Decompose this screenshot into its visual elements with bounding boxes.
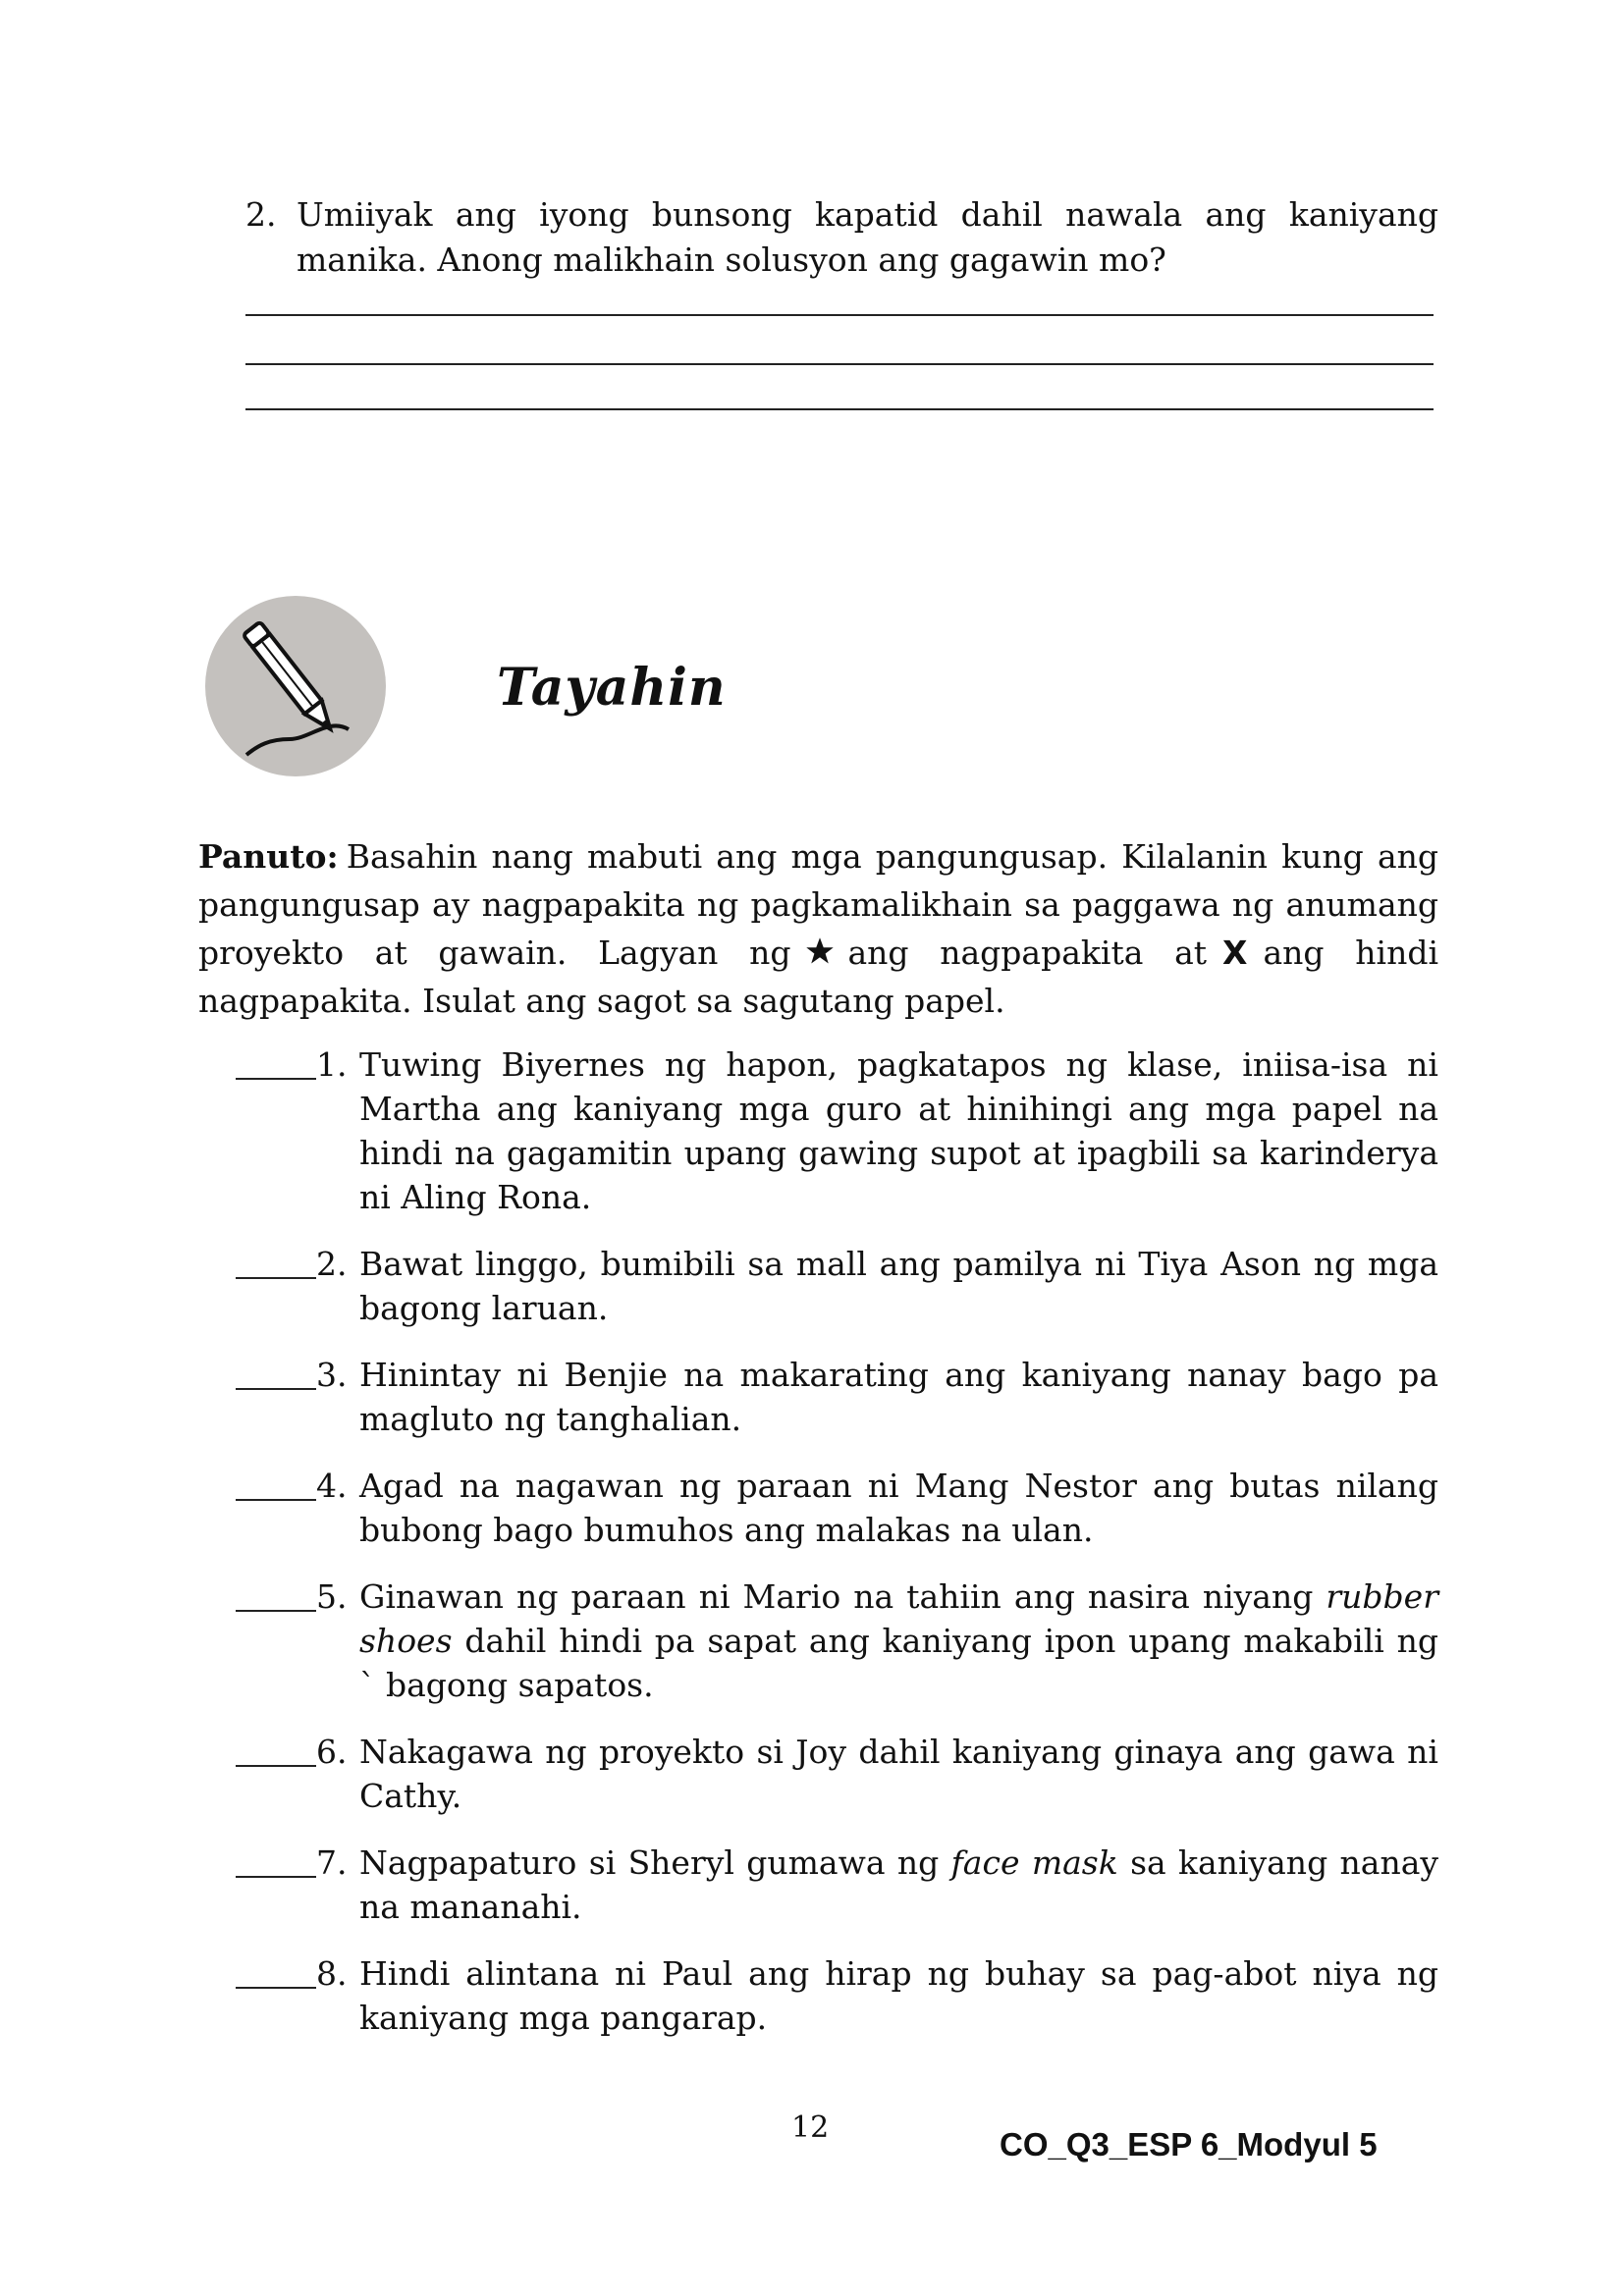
instructions-text-1: Basahin nang mabuti ang mga pangungusap. Kilalanin kung ang pangungusap ay nagpapakita ng pagkamalikhain sa paggawa ng anumang proyekto at gawain. Lagyan ng [198,837,1438,972]
item-text: Agad na nagawan ng paraan ni Mang Nestor ang butas nilang bubong bago bumuhos ang malakas na ulan. [359,1467,1438,1549]
item-text: Nakagawa ng proyekto si Joy dahil kaniyang ginaya ang gawa ni Cathy. [359,1733,1438,1815]
item-text: Hindi alintana ni Paul ang hirap ng buhay sa pag-abot niya ng kaniyang mga pangarap. [359,1954,1438,2037]
item-number: 1. [316,1045,348,1084]
answer-blank[interactable] [236,1841,316,1878]
instructions-label: Panuto: [198,837,339,876]
answer-blank[interactable] [236,1464,316,1501]
item-number: 8. [316,1954,348,1993]
answer-blank[interactable] [236,1575,316,1612]
item-text-italic: rubber shoes [359,1577,1438,1660]
answer-blank[interactable] [236,1242,316,1279]
x-mark: X [1222,934,1248,972]
list-item [236,1841,1438,1929]
list-item [236,1353,1438,1441]
item-number: 2. [316,1245,348,1283]
item-number: 5. [316,1577,348,1616]
item-text [359,1841,1438,1929]
item-text-part: dahil hindi pa sapat ang kaniyang ipon upang makabili ng ` bagong sapatos. [359,1622,1438,1704]
item-number: 7. [316,1843,348,1882]
item-text [359,1575,1438,1707]
item-number: 3. [316,1356,348,1394]
assessment-items [236,1042,1438,2062]
answer-line-1[interactable] [245,314,1434,316]
item-text: Tuwing Biyernes ng hapon, pagkatapos ng klase, iniisa-isa ni Martha ang kaniyang mga guro at hinihingi ang mga papel na hindi na gagamitin upang gawing supot at ipagbili sa karinderya ni Aling Rona. [359,1045,1438,1216]
list-item [236,1575,1438,1707]
question-text: Umiiyak ang iyong bunsong kapatid dahil nawala ang kaniyang manika. Anong malikhain solusyon ang gagawin mo? [297,195,1438,279]
instructions [198,832,1438,1025]
item-text-part: Ginawan ng paraan ni Mario na tahiin ang nasira niyang [359,1577,1314,1616]
item-number: 6. [316,1733,348,1771]
answer-line-3[interactable] [245,408,1434,410]
list-item [236,1951,1438,2040]
list-item [236,1242,1438,1330]
page-number: 12 [791,2110,830,2145]
answer-blank[interactable] [236,1042,316,1080]
section-title: Tayahin [497,658,727,718]
list-item [236,1464,1438,1552]
star-icon [805,936,835,966]
list-item [236,1730,1438,1818]
question-2 [245,192,1438,283]
list-item [236,1042,1438,1219]
module-code: CO_Q3_ESP 6_Modyul 5 [1000,2126,1378,2163]
question-number: 2. [245,195,277,234]
answer-blank[interactable] [236,1730,316,1767]
item-text-part: Nagpapaturo si Sheryl gumawa ng [359,1843,940,1882]
item-text-part: sa kaniyang nanay na mananahi. [359,1843,1439,1926]
answer-blank[interactable] [236,1951,316,1989]
item-text: Hinintay ni Benjie na makarating ang kaniyang nanay bago pa magluto ng tanghalian. [359,1356,1438,1438]
answer-blank[interactable] [236,1353,316,1390]
item-text-italic: face mask [950,1843,1118,1882]
instructions-text-2: ang nagpapakita at [847,934,1208,972]
instructions-text-3: ang hindi nagpapakita. Isulat ang sagot sa sagutang papel. [198,934,1438,1020]
item-text: Bawat linggo, bumibili sa mall ang pamilya ni Tiya Ason ng mga bagong laruan. [359,1245,1438,1327]
item-number: 4. [316,1467,348,1505]
pencil-icon [201,592,390,780]
answer-line-2[interactable] [245,363,1434,365]
